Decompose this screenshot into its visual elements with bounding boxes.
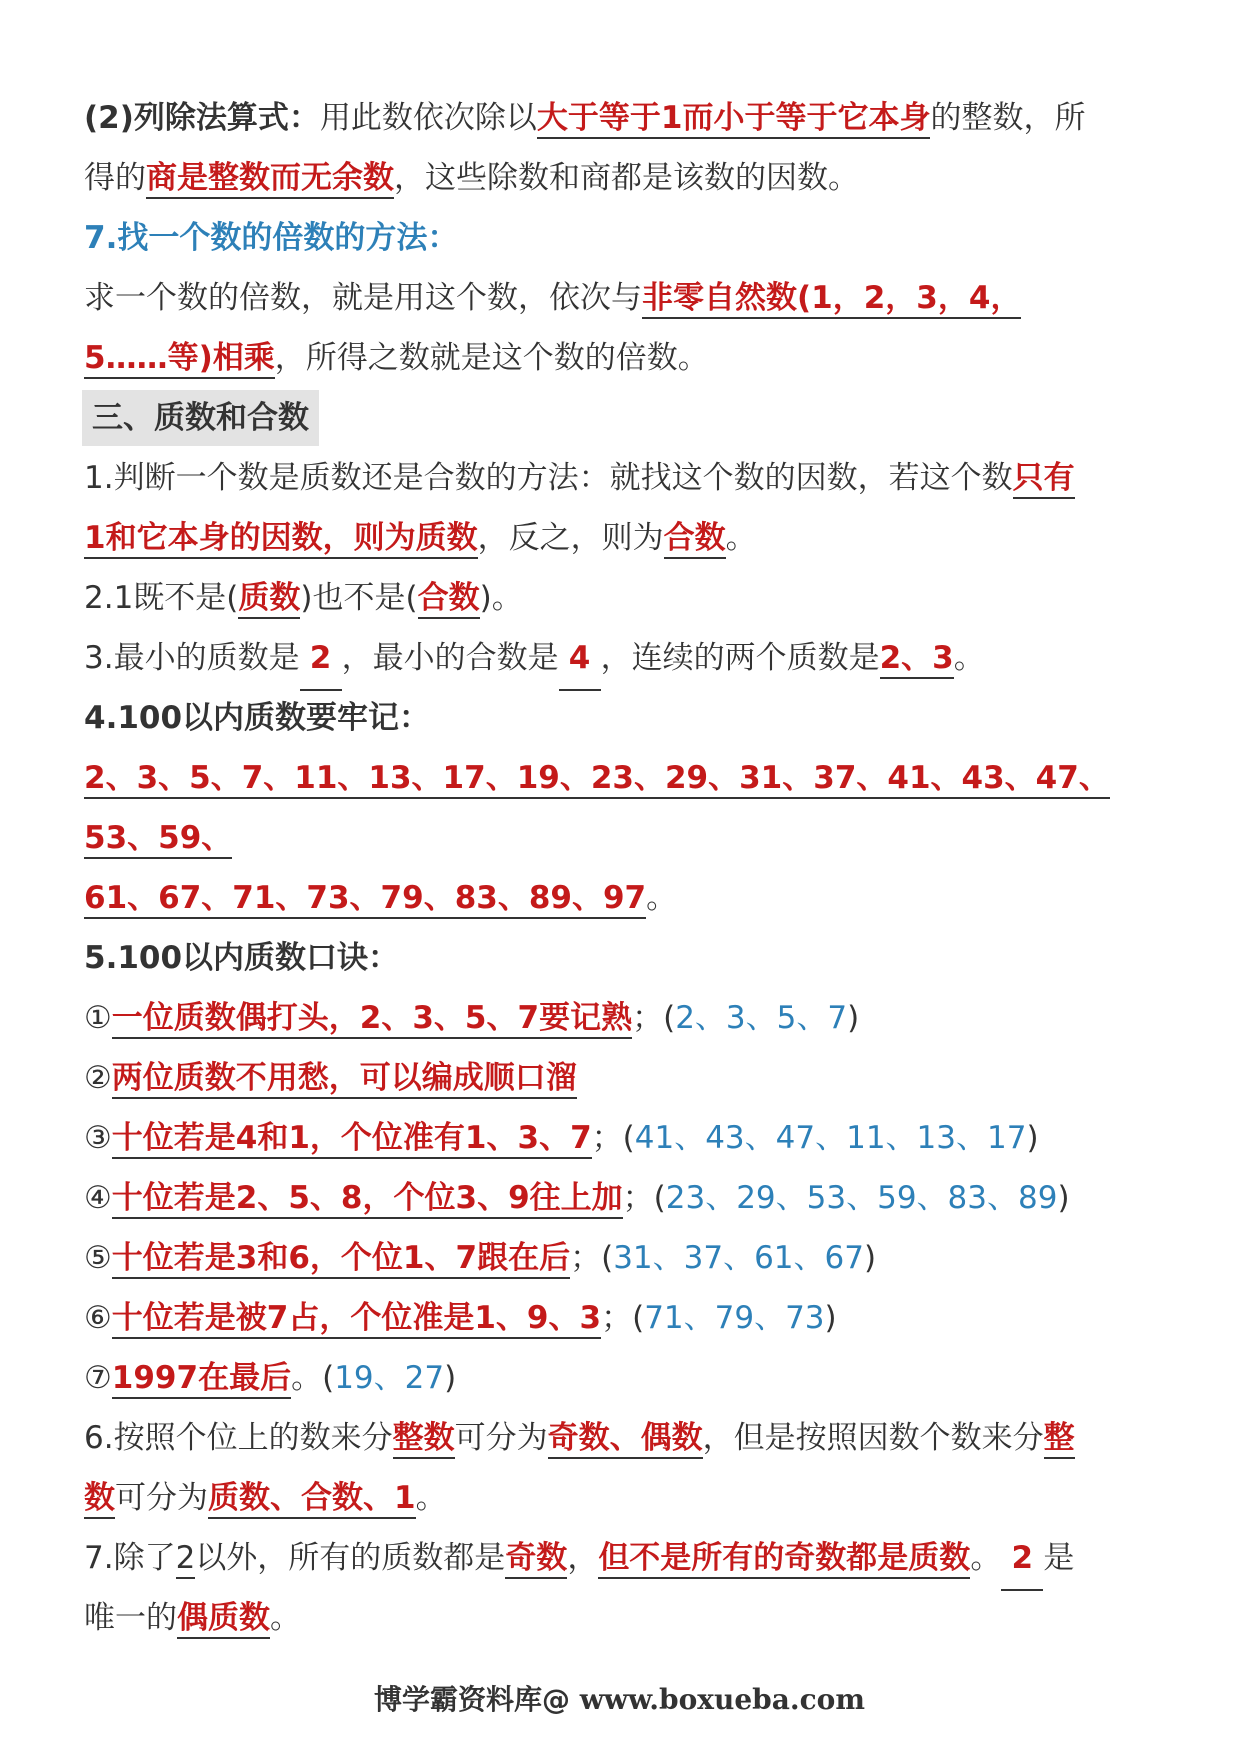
text: ，但是按照因数个数来分 (702, 1420, 1044, 1456)
text: ；( (601, 1300, 645, 1336)
text: ，最小的合数是 (341, 640, 559, 676)
text: 用此数依次除以 (319, 100, 537, 136)
line-multiples (84, 268, 1164, 328)
answer: 奇数 (505, 1540, 567, 1579)
primes-list-3 (84, 868, 1164, 928)
text: 。 (953, 640, 985, 676)
example: 71、79、73 (644, 1300, 825, 1336)
line-one-neither (84, 568, 1164, 628)
line-division-method (84, 88, 1164, 148)
answer: 1997在最后 (112, 1360, 291, 1399)
heading-text: 7.找一个数的倍数的方法： (84, 220, 459, 256)
section-title: 三、质数和合数 (82, 390, 319, 446)
text: 1.判断一个数是质数还是合数的方法：就找这个数的因数，若这个数 (84, 460, 1013, 496)
answer: 53、59、 (84, 820, 232, 859)
text: 唯一的 (84, 1600, 177, 1636)
footer-site: www.boxueba.com (579, 1683, 865, 1716)
text: ，连续的两个质数是 (600, 640, 880, 676)
heading-primes-100 (84, 688, 1164, 748)
line-integer-classification-2 (84, 1468, 1164, 1528)
text: ；( (632, 1000, 676, 1036)
section-title-row (84, 388, 1164, 448)
answer: 一位质数偶打头，2、3、5、7要记熟 (112, 1000, 632, 1039)
footer-brand: 博学霸资料库 (374, 1683, 543, 1716)
text: ，所得之数就是这个数的倍数。 (274, 340, 709, 376)
answer: 奇数、偶数 (548, 1420, 703, 1459)
answer: 2、3、5、7、11、13、17、19、23、29、31、37、41、43、47、 (84, 760, 1110, 799)
text: ) (824, 1300, 837, 1336)
text: 。 (270, 1600, 301, 1636)
primes-list-1 (84, 748, 1164, 808)
text: 的整数，所 (930, 100, 1086, 136)
line-odd-primes (84, 1528, 1164, 1588)
answer: 合数 (664, 520, 726, 559)
circle-number: ② (84, 1060, 112, 1096)
answer: 两位质数不用愁，可以编成顺口溜 (112, 1060, 577, 1099)
example: 23、29、53、59、83、89 (665, 1180, 1058, 1216)
answer: 十位若是2、5、8，个位3、9往上加 (112, 1180, 623, 1219)
footer-watermark (0, 1678, 1239, 1718)
answer: 质数、合数、1 (208, 1480, 416, 1519)
text: 求一个数的倍数，就是用这个数，依次与 (84, 280, 642, 316)
text: )也不是( (300, 580, 418, 616)
answer: 1和它本身的因数，则为质数 (84, 520, 478, 559)
text: 以外，所有的质数都是 (195, 1540, 506, 1576)
answer: 整 (1044, 1420, 1075, 1459)
answer: 2、3 (880, 640, 954, 679)
heading-text: 5.100以内质数口诀： (84, 940, 400, 976)
text: ，反之，则为 (477, 520, 664, 556)
rhyme-2 (84, 1048, 1164, 1108)
circle-number: ⑦ (84, 1360, 112, 1396)
rhyme-4 (84, 1168, 1164, 1228)
text: 7.除了 (84, 1540, 176, 1576)
heading-prime-rhyme (84, 928, 1164, 988)
text: ) (863, 1240, 877, 1276)
line-even-prime (84, 1588, 1164, 1648)
example: 31、37、61、67 (613, 1240, 864, 1276)
text: 得的 (84, 160, 146, 196)
text: ) (444, 1360, 457, 1396)
circle-number: ⑥ (84, 1300, 112, 1336)
answer: 十位若是被7占，个位准是1、9、3 (112, 1300, 601, 1339)
line-prime-test (84, 448, 1164, 508)
answer: 大于等于1而小于等于它本身 (537, 100, 931, 139)
example: 2、3、5、7 (675, 1000, 848, 1036)
text: ；( (570, 1240, 614, 1276)
text: 。( (291, 1360, 335, 1396)
line-multiples-2 (84, 328, 1164, 388)
text: 是 (1043, 1540, 1075, 1576)
rhyme-7 (84, 1348, 1164, 1408)
line-integer-classification (84, 1408, 1164, 1468)
text: 6.按照个位上的数来分 (84, 1420, 393, 1456)
answer: 数 (84, 1480, 115, 1519)
answer: 十位若是3和6，个位1、7跟在后 (112, 1240, 570, 1279)
label-division: (2)列除法算式： (84, 100, 320, 136)
answer: 非零自然数(1，2，3，4， (642, 280, 1021, 319)
primes-list-2 (84, 808, 1164, 868)
text: 。 (415, 1480, 447, 1516)
heading-find-multiples (84, 208, 1164, 268)
line-division-method-2 (84, 148, 1164, 208)
heading-text: 4.100以内质数要牢记： (84, 700, 431, 736)
circle-number: ① (84, 1000, 112, 1036)
answer: 商是整数而无余数 (146, 160, 394, 199)
answer: 5……等)相乘 (84, 340, 275, 379)
text: 3.最小的质数是 (84, 640, 300, 676)
text: 。 (725, 520, 757, 556)
footer-at: @ (542, 1683, 571, 1716)
document-page (84, 88, 1164, 1648)
answer: 十位若是4和1，个位准有1、3、7 (112, 1120, 592, 1159)
text: 。 (646, 880, 678, 916)
answer: 2 (1001, 1528, 1043, 1591)
answer: 合数 (418, 580, 480, 619)
text: ) (1057, 1180, 1070, 1216)
answer: 4 (559, 628, 601, 691)
rhyme-6 (84, 1288, 1164, 1348)
rhyme-1 (84, 988, 1164, 1048)
text: 可分为 (115, 1480, 208, 1516)
circle-number: ⑤ (84, 1240, 112, 1276)
answer: 2 (176, 1540, 196, 1579)
answer: 偶质数 (177, 1600, 270, 1639)
line-prime-test-2 (84, 508, 1164, 568)
line-smallest (84, 628, 1164, 688)
answer: 61、67、71、73、79、83、89、97 (84, 880, 646, 919)
text: )。 (479, 580, 523, 616)
text: ) (847, 1000, 860, 1036)
example: 19、27 (334, 1360, 445, 1396)
answer: 2 (300, 628, 342, 691)
rhyme-3 (84, 1108, 1164, 1168)
circle-number: ③ (84, 1120, 112, 1156)
answer: 但不是所有的奇数都是质数 (598, 1540, 970, 1579)
text: 2.1既不是( (84, 580, 239, 616)
circle-number: ④ (84, 1180, 112, 1216)
example: 41、43、47、11、13、17 (634, 1120, 1027, 1156)
text: 可分为 (454, 1420, 548, 1456)
answer: 只有 (1013, 460, 1075, 499)
answer: 整数 (393, 1420, 455, 1459)
answer: 质数 (238, 580, 300, 619)
rhyme-5 (84, 1228, 1164, 1288)
text: ，这些除数和商都是该数的因数。 (394, 160, 859, 196)
text: ；( (622, 1180, 666, 1216)
text: ) (1026, 1120, 1039, 1156)
text: ， (567, 1540, 599, 1576)
text: 。 (970, 1540, 1002, 1576)
text: ；( (591, 1120, 635, 1156)
